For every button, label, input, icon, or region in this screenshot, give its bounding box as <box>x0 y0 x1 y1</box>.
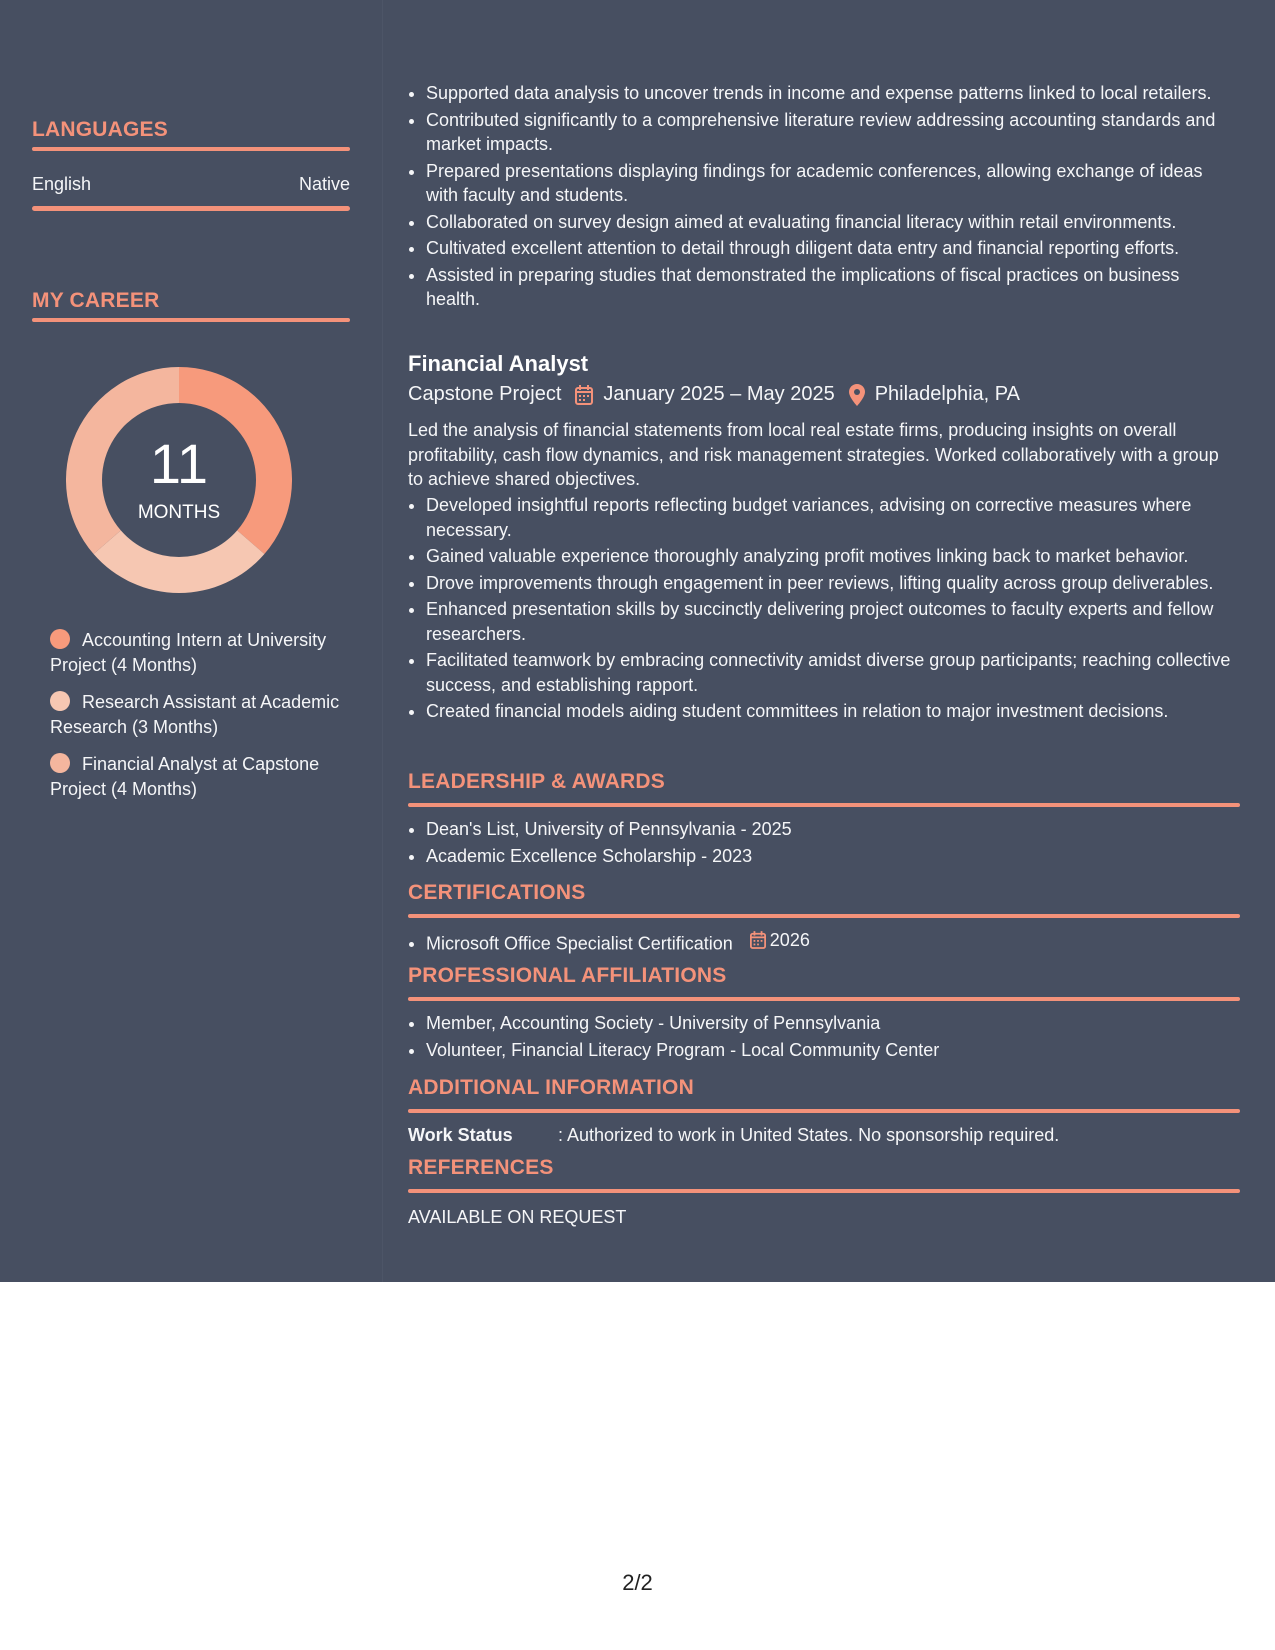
bullet-item: • Created financial models aiding student committees in relation to major investment decisions. <box>426 699 1238 724</box>
bullet-item: • Prepared presentations displaying findings for academic conferences, allowing exchange of ideas with faculty and students. <box>426 159 1238 208</box>
bullet-item: • Supported data analysis to uncover trends in income and expense patterns linked to local retailers. <box>426 81 1238 106</box>
donut-slice-2 <box>94 530 265 593</box>
award-item: • Academic Excellence Scholarship - 2023 <box>426 844 1240 869</box>
work-status-value: : Authorized to work in United States. No sponsorship required. <box>558 1125 1060 1145</box>
location-pin-icon <box>849 384 865 406</box>
career-total-value: 11 <box>149 432 209 495</box>
legend-item <box>50 628 350 678</box>
career-total-unit: MONTHS <box>137 502 221 523</box>
language-level: Native <box>298 174 350 194</box>
leadership-section <box>408 770 1240 870</box>
previous-job-bullets <box>408 81 1238 314</box>
legend-dot-icon <box>50 629 70 649</box>
bullet-item: • Developed insightful reports reflecting budget variances, advising on corrective measures where necessary. <box>426 493 1238 542</box>
references-rule <box>408 1189 1240 1193</box>
language-row <box>32 174 350 195</box>
language-name: English <box>32 174 92 194</box>
bullet-item: • Assisted in preparing studies that demonstrated the implications of fiscal practices on business health. <box>426 263 1238 312</box>
affiliation-item: • Volunteer, Financial Literacy Program - Local Community Center <box>426 1038 1240 1063</box>
bullet-item: • Collaborated on survey design aimed at evaluating financial literacy within retail environments. <box>426 210 1238 235</box>
legend-dot-icon <box>50 691 70 711</box>
job-bullets <box>408 493 1238 726</box>
job-location: Philadelphia, PA <box>874 383 1020 405</box>
affiliations-title: PROFESSIONAL AFFILIATIONS <box>408 964 727 987</box>
career-legend <box>50 628 350 814</box>
career-rule <box>32 318 350 322</box>
legend-item <box>50 752 350 802</box>
award-item: • Dean's List, University of Pennsylvania - 2025 <box>426 817 1240 842</box>
career-title: MY CAREER <box>32 289 160 312</box>
certification-date-wrap <box>750 928 810 953</box>
languages-rule <box>32 147 350 151</box>
additional-info-rule <box>408 1109 1240 1113</box>
references-title: REFERENCES <box>408 1156 554 1179</box>
certifications-section <box>408 881 1240 958</box>
language-level-bar <box>32 206 350 211</box>
work-status-label: Work Status <box>408 1125 513 1145</box>
languages-title: LANGUAGES <box>32 118 168 141</box>
page-number: 2/2 <box>622 1570 653 1595</box>
calendar-icon <box>575 385 593 405</box>
affiliations-rule <box>408 997 1240 1001</box>
bullet-item: • Drove improvements through engagement in peer reviews, lifting quality across group deliverables. <box>426 571 1238 596</box>
affiliation-item: • Member, Accounting Society - University of Pennsylvania <box>426 1011 1240 1036</box>
job-description: Led the analysis of financial statements from local real estate firms, producing insights on overall profitability, cash flow dynamics, and risk management strategies. Worked collaboratively with a group to achieve shared objectives. <box>408 420 1219 489</box>
legend-item <box>50 690 350 740</box>
bullet-item: • Enhanced presentation skills by succinctly delivering project outcomes to faculty experts and fellow researchers. <box>426 597 1238 646</box>
job-dates: January 2025 – May 2025 <box>603 383 835 405</box>
additional-info-title: ADDITIONAL INFORMATION <box>408 1076 694 1099</box>
certification-item <box>426 928 1240 956</box>
affiliations-section <box>408 964 1240 1064</box>
bullet-item: • Gained valuable experience thoroughly analyzing profit motives linking back to market behavior. <box>426 544 1238 569</box>
additional-info-section <box>408 1076 1240 1146</box>
legend-label: Research Assistant at Academic Research (3 Months) <box>50 692 340 737</box>
legend-label: Accounting Intern at University Project (4 Months) <box>50 630 327 675</box>
certifications-rule <box>408 914 1240 918</box>
job-meta <box>408 383 1020 406</box>
work-status-row <box>408 1125 1240 1146</box>
bullet-item: • Facilitated teamwork by embracing connectivity amidst diverse group participants; reaching collective success, and establishing rapport. <box>426 648 1238 697</box>
calendar-icon <box>750 931 766 949</box>
job-title: Financial Analyst <box>408 351 589 376</box>
legend-label: Financial Analyst at Capstone Project (4 Months) <box>50 754 320 799</box>
legend-dot-icon <box>50 753 70 773</box>
bullet-item: • Contributed significantly to a comprehensive literature review addressing accounting standards and market impacts. <box>426 108 1238 157</box>
left-column <box>0 0 383 1282</box>
bullet-item: • Cultivated excellent attention to detail through diligent data entry and financial reporting efforts. <box>426 236 1238 261</box>
references-section <box>408 1156 1240 1228</box>
certification-name: Microsoft Office Specialist Certification <box>426 933 733 954</box>
certifications-title: CERTIFICATIONS <box>408 881 586 904</box>
leadership-title: LEADERSHIP & AWARDS <box>408 770 665 793</box>
leadership-rule <box>408 803 1240 807</box>
certification-date: 2026 <box>769 930 810 950</box>
references-text: AVAILABLE ON REQUEST <box>408 1207 627 1227</box>
job-company: Capstone Project <box>408 383 562 405</box>
